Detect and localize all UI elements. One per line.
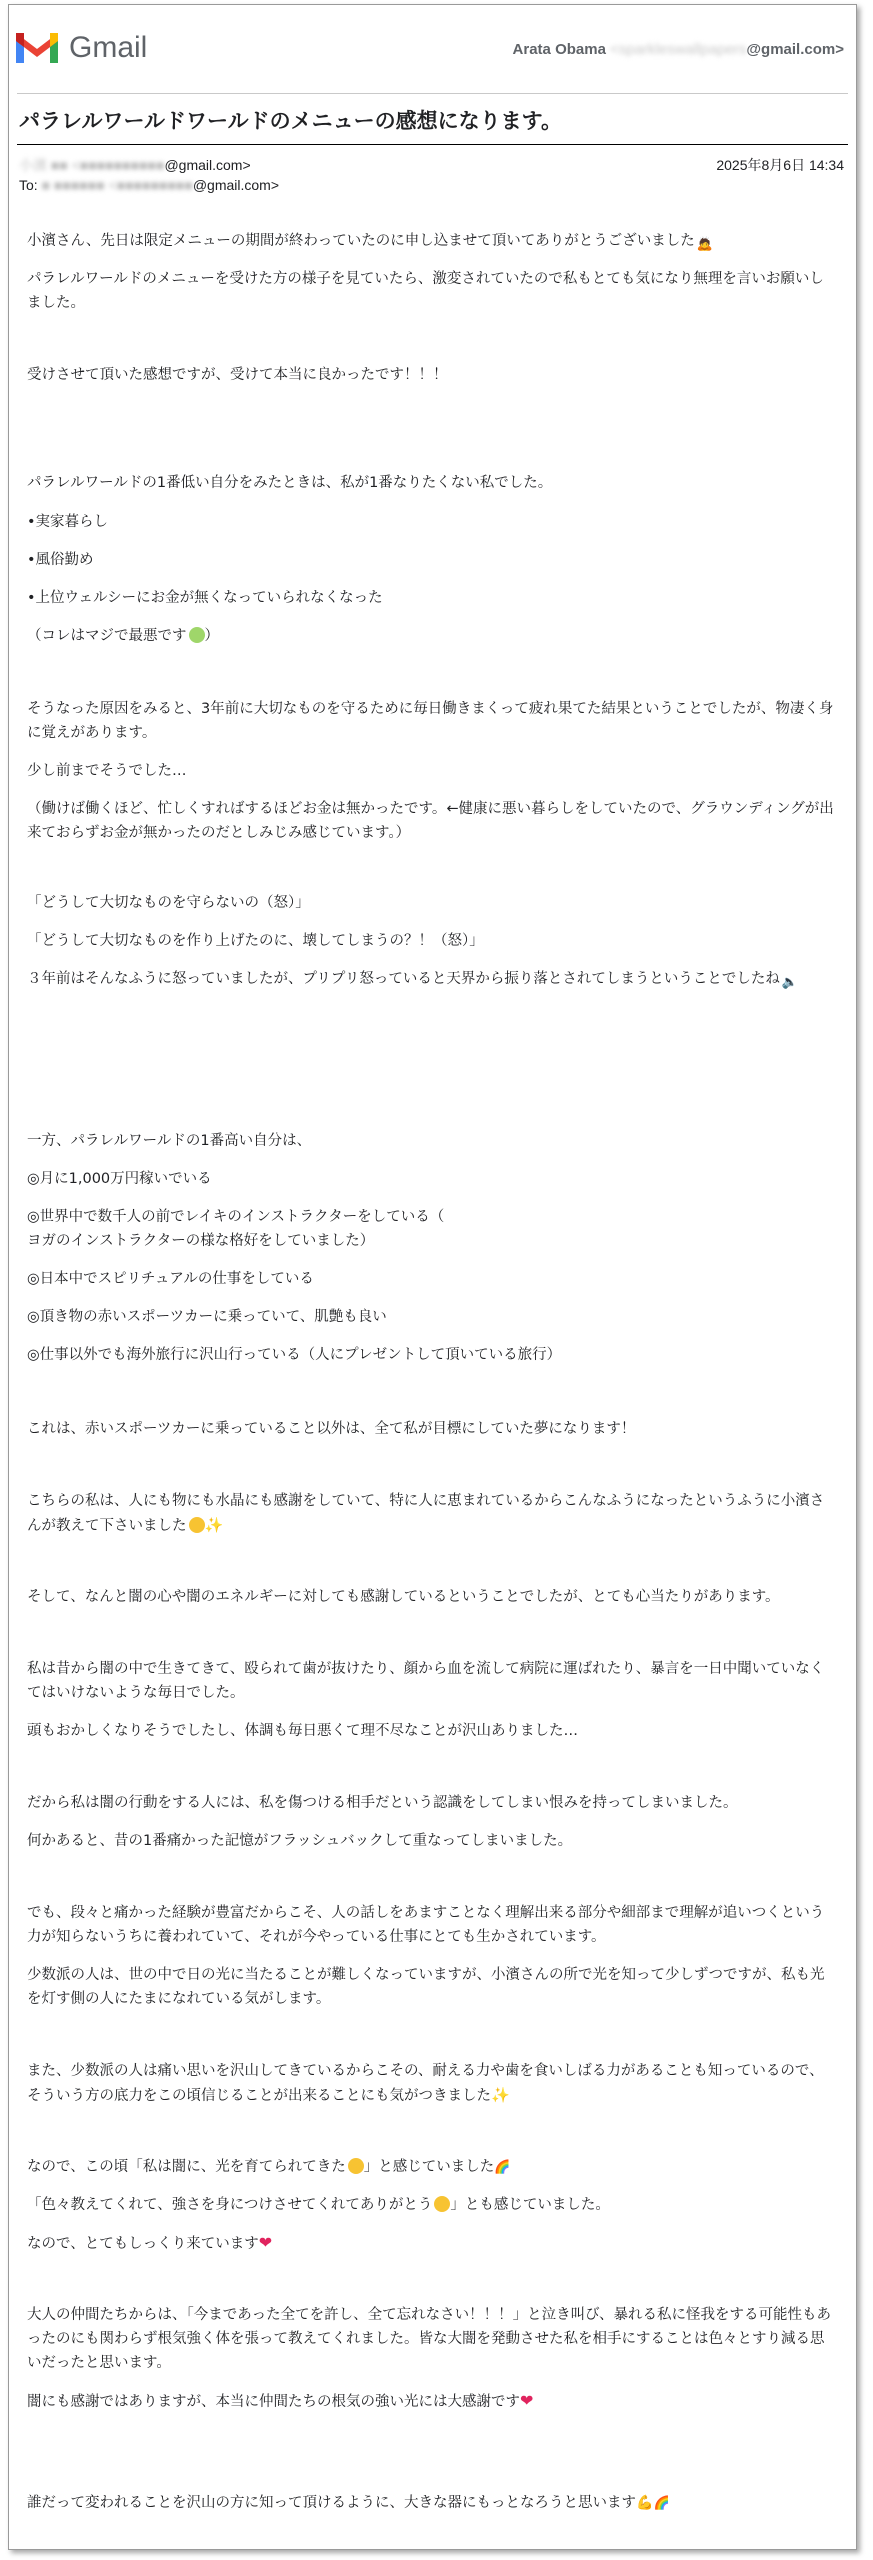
body-paragraph: ◎日本中でスピリチュアルの仕事をしている bbox=[27, 1271, 314, 1287]
rainbow-icon: 🌈 bbox=[494, 2160, 511, 2175]
body-paragraph: そうなった原因をみると、3年前に大切なものを守るために毎日働きまくって疲れ果てた結果ということでしたが、物凄く身に覚えがあります。 bbox=[27, 701, 834, 741]
body-paragraph: ◎頂き物の赤いスポーツカーに乗っていて、肌艶も良い bbox=[27, 1309, 387, 1325]
body-paragraph: •実家暮らし bbox=[27, 514, 109, 530]
to-name-blurred: ■ ■■■■■■ bbox=[41, 177, 105, 193]
body-paragraph: 誰だって変われることを沢山の方に知って頂けるように、大きな器にもっとなろうと思います💪🌈 bbox=[27, 2495, 670, 2511]
body-paragraph: なので、この頃「私は闇に、光を育てられてきた 」と感じていました🌈 bbox=[27, 2159, 511, 2175]
body-paragraph: なので、とてもしっくり来ています❤ bbox=[27, 2233, 273, 2252]
body-paragraph: 何かあると、昔の1番痛かった記憶がフラッシュバックして重なってしまいました。 bbox=[27, 1833, 573, 1849]
body-paragraph: こちらの私は、人にも物にも水晶にも感謝をしていて、特に人に恵まれているからこんなふうになったというふうに小濱さんが教えて下さいました ✨ bbox=[27, 1493, 825, 1534]
from-address-blurred: <■■■■■■■■■■ bbox=[71, 157, 165, 173]
body-paragraph: 少し前までそうでした… bbox=[27, 763, 187, 779]
body-paragraph: パラレルワールドの1番低い自分をみたときは、私が1番なりたくない私でした。 bbox=[27, 475, 553, 491]
smiling-face-icon bbox=[189, 1517, 205, 1533]
account-name: Arata Obama bbox=[512, 41, 606, 58]
body-paragraph: また、少数派の人は痛い思いを沢山してきているからこその、耐える力や歯を食いしばる力があることも知っているので、そういう方の底力をこの頃信じることが出来ることにも気がつきました✨ bbox=[27, 2063, 824, 2104]
account-email-blurred: <sparkleswallpapers bbox=[610, 41, 747, 58]
header-divider bbox=[17, 93, 848, 94]
rainbow-icon: 🌈 bbox=[653, 2496, 670, 2511]
body-paragraph: そして、なんと闇の心や闇のエネルギーに対しても感謝しているということでしたが、とても心当たりがあります。 bbox=[27, 1589, 780, 1605]
body-paragraph: ◎世界中で数千人の前でレイキのインストラクターをしている（ bbox=[27, 1209, 445, 1225]
body-paragraph: 受けさせて頂いた感想ですが、受けて本当に良かったです！！！ bbox=[27, 367, 448, 383]
smiling-face-icon bbox=[348, 2158, 364, 2174]
gmail-wordmark: Gmail bbox=[69, 31, 148, 64]
red-heart-icon: ❤ bbox=[258, 2233, 273, 2252]
red-heart-icon: ❤ bbox=[520, 2391, 534, 2410]
account-email-domain: @gmail.com> bbox=[746, 41, 844, 58]
gmail-logo-icon bbox=[13, 27, 61, 65]
to-address-blurred: <■■■■■■■■■ bbox=[108, 177, 193, 193]
to-line bbox=[19, 177, 842, 193]
body-paragraph: 「色々教えてくれて、強さを身につけさせてくれてありがとう 」とも感じていました。 bbox=[27, 2197, 610, 2213]
print-header bbox=[9, 5, 856, 75]
body-paragraph: 小濱さん、先日は限定メニューの期間が終わっていたのに申し込ませて頂いてありがとうございました 🙇 bbox=[27, 233, 713, 252]
smiling-face-icon bbox=[434, 2196, 450, 2212]
from-domain: @gmail.com> bbox=[164, 157, 251, 173]
sparkles-icon: ✨ bbox=[491, 2086, 510, 2104]
email-print-page bbox=[8, 4, 857, 2550]
body-paragraph: 闇にも感謝ではありますが、本当に仲間たちの根気の強い光には大感謝です❤ bbox=[27, 2391, 534, 2410]
from-name-blurred: 小濱 ■■ bbox=[19, 157, 68, 173]
bowing-person-icon: 🙇 bbox=[696, 237, 713, 252]
speaker-icon: 🔈 bbox=[781, 975, 799, 990]
body-paragraph: 「どうして大切なものを作り上げたのに、壊してしまうの？！（怒）」 bbox=[27, 933, 484, 949]
to-domain: @gmail.com> bbox=[192, 177, 280, 193]
body-paragraph: •上位ウェルシーにお金が無くなっていられなくなった bbox=[27, 590, 383, 606]
body-paragraph: ◎月に1,000万円稼いでいる bbox=[27, 1171, 212, 1187]
body-paragraph: （働けば働くほど、忙しくすればするほどお金は無かったです。←健康に悪い暮らしをしていたので、グラウンディングが出来ておらずお金が無かったのだとしみじみ感じています。） bbox=[27, 801, 834, 841]
body-paragraph: •風俗勤め bbox=[27, 552, 94, 568]
sparkles-icon: ✨ bbox=[204, 1516, 224, 1534]
body-paragraph: 一方、パラレルワールドの1番高い自分は、 bbox=[27, 1133, 312, 1149]
body-paragraph: だから私は闇の行動をする人には、私を傷つける相手だという認識をしてしまい恨みを持ってしまいました。 bbox=[27, 1795, 738, 1811]
body-paragraph: ヨガのインストラクターの様な格好をしていました） bbox=[27, 1233, 375, 1249]
email-date: 2025年8月6日 14:34 bbox=[716, 157, 844, 173]
body-paragraph: ３年前はそんなふうに怒っていましたが、プリプリ怒っていると天界から振り落とされてしまうということでしたね 🔈 bbox=[27, 971, 799, 990]
tired-face-icon bbox=[189, 627, 205, 643]
body-paragraph: でも、段々と痛かった経験が豊富だからこそ、人の話しをあますことなく理解出来る部分や細部まで理解が追いつくという力が知らないうちに養われていて、それが今やっている仕事にとても生かされています。 bbox=[27, 1905, 825, 1945]
body-paragraph: （コレはマジで最悪です ） bbox=[27, 628, 219, 644]
subject-divider bbox=[17, 144, 848, 145]
body-paragraph: 頭もおかしくなりそうでしたし、体調も毎日悪くて理不尽なことが沢山ありました… bbox=[27, 1723, 578, 1739]
body-paragraph: 少数派の人は、世の中で日の光に当たることが難しくなっていますが、小濱さんの所で光を知って少しずつですが、私も光を灯す側の人にたまになれている気がします。 bbox=[27, 1967, 825, 2007]
body-paragraph: パラレルワールドのメニューを受けた方の様子を見ていたら、激変されていたので私もとても気になり無理を言いお願いしました。 bbox=[27, 271, 824, 311]
account-info bbox=[513, 41, 844, 58]
body-paragraph: 私は昔から闇の中で生きてきて、殴られて歯が抜けたり、顔から血を流して病院に運ばれたり、暴言を一日中聞いていなくてはいけないような毎日でした。 bbox=[27, 1661, 825, 1701]
to-label: To: bbox=[19, 177, 38, 193]
body-paragraph: ◎仕事以外でも海外旅行に沢山行っている（人にプレゼントして頂いている旅行） bbox=[27, 1347, 562, 1363]
body-paragraph: 「どうして大切なものを守らないの（怒）」 bbox=[27, 895, 310, 911]
flexed-biceps-icon: 💪 bbox=[636, 2495, 654, 2511]
email-subject: パラレルワールドワールドのメニューの感想になります。 bbox=[19, 109, 562, 133]
body-paragraph: 大人の仲間たちからは、「今まであった全てを許し、全て忘れなさい！！！」と泣き叫び、暴れる私に怪我をする可能性もあったのにも関わらず根気強く体を張って教えてくれました。皆な大闇を発動させた私を相手にすることは色々とすり減る思いだったと思います。 bbox=[27, 2307, 832, 2371]
body-paragraph: これは、赤いスポーツカーに乗っていること以外は、全て私が目標にしていた夢になります！ bbox=[27, 1421, 636, 1437]
